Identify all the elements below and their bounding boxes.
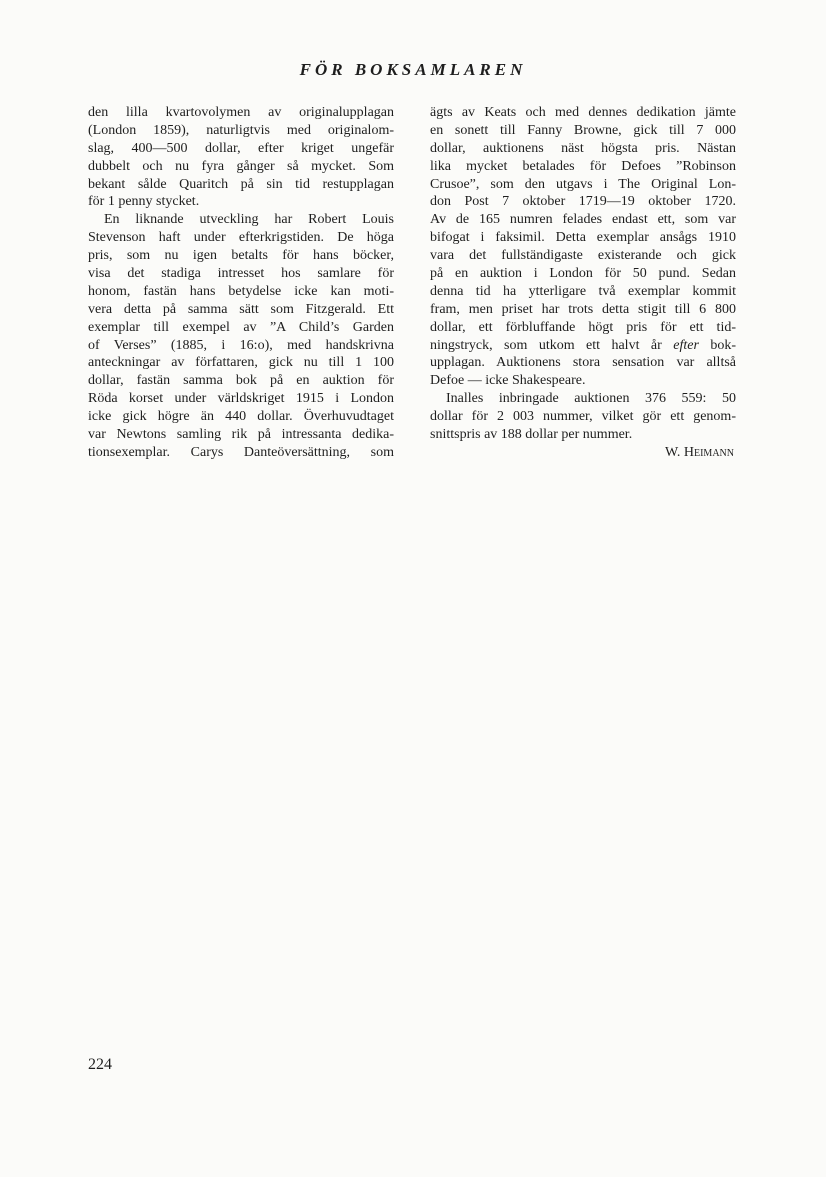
text-line: pris, som nu igen betalts för hans böcker, xyxy=(88,248,394,264)
text-line: dollar, fastän samma bok på en auktion för xyxy=(88,373,394,389)
text-line: bifogat i faksimil. Detta exemplar ansågs 1910 xyxy=(430,230,736,246)
text-line: Röda korset under världskriget 1915 i London xyxy=(88,391,394,407)
text-line: Av de 165 numren felades endast ett, som var xyxy=(430,212,736,228)
text-line: vera detta på samma sätt som Fitzgerald. Ett xyxy=(88,301,394,317)
text-line: Crusoe”, som den utgavs i The Original Lon- xyxy=(430,176,736,192)
text-line: slag, 400—500 dollar, efter kriget ungefär xyxy=(88,140,394,156)
text-line: of Verses” (1885, i 16:o), med handskrivna xyxy=(88,337,394,353)
text-line: lika mycket betalades för Defoes ”Robinson xyxy=(430,158,736,174)
text-line: upplagan. Auktionens stora sensation var alltså xyxy=(430,355,736,371)
text-line: Inalles inbringade auktionen 376 559: 50 xyxy=(446,391,736,407)
text-line: på en auktion i London för 50 pund. Sedan xyxy=(430,266,736,282)
text-line: den lilla kvartovolymen av originalupplagan xyxy=(88,105,394,120)
text-line: honom, fastän hans betydelse icke kan moti- xyxy=(88,283,394,299)
author-signature: W. Heimann xyxy=(664,444,734,460)
text-line: icke gick högre än 440 dollar. Överhuvudtaget xyxy=(88,409,394,425)
page-number: 224 xyxy=(88,1056,112,1073)
text-line: var Newtons samling rik på intressanta dedika- xyxy=(88,427,394,443)
text-line xyxy=(430,337,736,355)
text-segment: bok- xyxy=(698,337,736,353)
text-line: exemplar till exempel av ”A Child’s Garden xyxy=(88,319,394,335)
running-head: FÖR BOKSAMLAREN xyxy=(299,60,527,79)
text-line: dubbelt och nu fyra gånger så mycket. Som xyxy=(88,158,394,174)
text-line: för 1 penny stycket. xyxy=(88,194,200,210)
text-line: Stevenson haft under efterkrigstiden. De höga xyxy=(88,230,394,246)
text-line: bekant sålde Quaritch på sin tid restupplagan xyxy=(88,176,394,192)
text-line: dollar för 2 003 nummer, vilket gör ett genom- xyxy=(430,409,736,425)
text-line: vara det fullständigaste existerande och gick xyxy=(430,248,736,264)
text-line: dollar, auktionens näst högsta pris. Nästan xyxy=(430,140,736,156)
right-column xyxy=(430,104,736,462)
text-line: En liknande utveckling har Robert Louis xyxy=(104,212,394,228)
left-column xyxy=(88,104,394,462)
text-line: dollar, ett förbluffande högt pris för ett tid- xyxy=(430,319,736,335)
text-line: en sonett till Fanny Browne, gick till 7 000 xyxy=(430,122,736,138)
text-line: snittspris av 188 dollar per nummer. xyxy=(430,427,633,443)
text-line: fram, men priset har trots detta stigit till 6 800 xyxy=(430,301,736,317)
text-line: don Post 7 oktober 1719—19 oktober 1720. xyxy=(430,194,736,210)
text-line: visa det stadiga intresset hos samlare för xyxy=(88,266,394,282)
text-segment: ningstryck, som utkom ett halvt år xyxy=(430,337,674,353)
text-line: anteckningar av författaren, gick nu till 1 100 xyxy=(88,355,394,371)
italic-emphasis: efter xyxy=(673,337,699,353)
text-line: tionsexemplar. Carys Danteöversättning, som xyxy=(88,444,394,460)
text-line: denna tid ha ytterligare två exemplar kommit xyxy=(430,283,736,299)
text-line: Defoe — icke Shakespeare. xyxy=(430,373,586,389)
text-line: (London 1859), naturligtvis med originalom- xyxy=(88,122,394,138)
text-line: ägts av Keats och med dennes dedikation jämte xyxy=(430,105,736,120)
